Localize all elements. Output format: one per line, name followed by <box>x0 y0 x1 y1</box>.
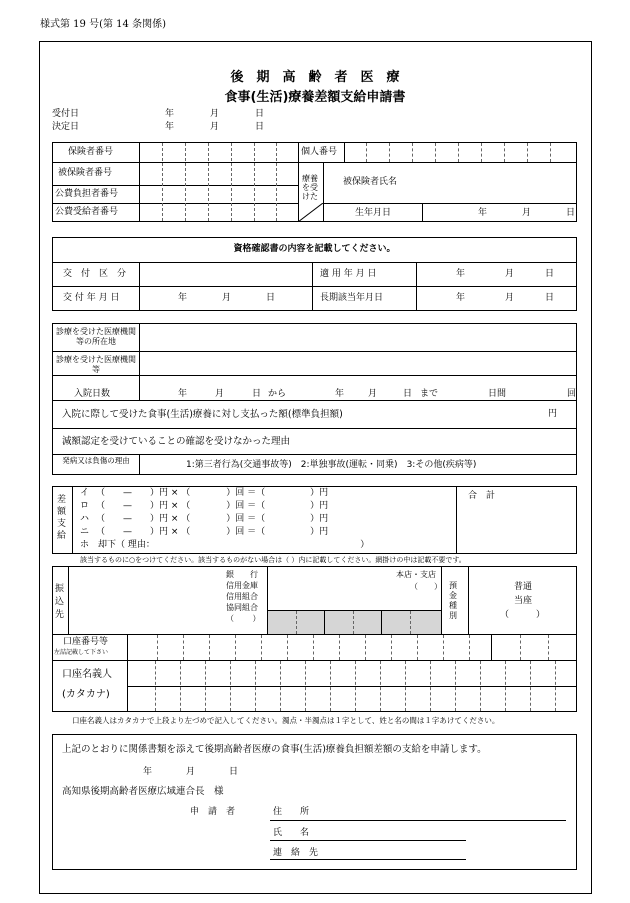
calc-row-text: （ — ）円 × （ ）回 ＝（ ）円 <box>96 488 329 498</box>
reject-row: ホ 却下（ 理由： ） <box>80 540 370 550</box>
insurer-number-label: 保険者番号 <box>68 147 114 157</box>
received-month: 月 <box>210 109 220 119</box>
birth-month: 月 <box>522 208 532 218</box>
onset-reason-label: 発病又は負傷の理由 <box>62 456 130 465</box>
account-number-label: 口座番号等 <box>63 637 109 647</box>
birth-date-label: 生年月日 <box>355 208 392 218</box>
title-line2: 食事(生活)療養差額支給申請書 <box>224 90 406 105</box>
calc-row-mark: ハ <box>80 514 90 524</box>
calc-row-text: （ — ）円 × （ ）回 ＝（ ）円 <box>96 501 329 511</box>
applicable-month: 月 <box>505 269 515 279</box>
bank-type-5: （ ） <box>226 614 261 623</box>
contact-label: 連 絡 先 <box>273 848 319 858</box>
hospital-name-label: 診療を受けた医療機関等 <box>56 355 136 374</box>
admit-day: 日 <box>252 389 262 399</box>
shaded-area <box>267 610 441 634</box>
decl-month: 月 <box>186 767 196 777</box>
declaration-text: 上記のとおりに関係書類を添えて後期高齢者医療の食事(生活)療養負担額差額の支給を申請します。 <box>62 744 487 755</box>
public-payer-label: 公費負担者番号 <box>55 189 119 199</box>
applicable-day: 日 <box>545 269 555 279</box>
personal-number-label: 個人番号 <box>301 147 338 157</box>
branch-types: 本店・支店 <box>396 570 436 579</box>
birth-day: 日 <box>566 208 576 218</box>
onset-reasons: 1:第三者行為(交通事故等) 2:単独事故(運転・同乗) 3:その他(疾病等) <box>186 460 477 470</box>
long-term-date-label: 長期該当年月日 <box>320 293 384 303</box>
public-recipient-label: 公費受給者番号 <box>55 207 119 217</box>
account-number-sub: 左詰記載して下さい <box>54 649 109 656</box>
transfer-label: 振込先 <box>55 584 65 620</box>
katakana-label: (カタカナ) <box>62 689 110 700</box>
received-label: 受付日 <box>52 109 80 119</box>
bank-type-1: 銀 行 <box>226 570 258 579</box>
from-label: から <box>268 389 287 399</box>
calc-row-text: （ — ）円 × （ ）回 ＝（ ）円 <box>96 527 329 537</box>
birth-year: 年 <box>478 208 488 218</box>
decl-year: 年 <box>143 767 153 777</box>
branch-paren: （ ） <box>410 582 442 591</box>
decided-year: 年 <box>165 122 175 132</box>
form-number: 様式第 19 号(第 14 条関係) <box>40 19 166 30</box>
issue-category-label: 交 付 区 分 <box>63 269 127 279</box>
deposit-type-3: （ ） <box>500 610 546 620</box>
account-holder-label: 口座名義人 <box>62 669 112 680</box>
long-term-year: 年 <box>456 293 466 303</box>
holder-note: 口座名義人はカタカナで上段より左づめで記入してください。濁点・半濁点は１字として、姓と名の間は１字あけてください。 <box>72 716 500 725</box>
long-term-day: 日 <box>545 293 555 303</box>
bank-type-2: 信用金庫 <box>226 581 258 590</box>
received-year: 年 <box>165 109 175 119</box>
calc-row-mark: ニ <box>80 527 90 537</box>
title-line1: 後 期 高 齢 者 医 療 <box>230 70 400 85</box>
calc-row-mark: ロ <box>80 501 90 511</box>
admit-year: 年 <box>178 389 188 399</box>
received-day: 日 <box>255 109 265 119</box>
admit-month: 月 <box>215 389 225 399</box>
reduction-reason-label: 減額認定を受けていることの確認を受けなかった理由 <box>62 436 291 447</box>
discharge-month: 月 <box>368 389 378 399</box>
decided-day: 日 <box>255 122 265 132</box>
deposit-type-2: 当座 <box>514 596 533 606</box>
decided-month: 月 <box>210 122 220 132</box>
until-label: まで <box>420 389 439 399</box>
issue-year: 年 <box>178 293 188 303</box>
paid-amount-yen: 円 <box>548 409 558 419</box>
applicable-date-label: 適 用 年 月 日 <box>320 269 377 279</box>
issue-date-label: 交 付 年 月 日 <box>63 293 120 303</box>
times-label: 回 <box>567 389 577 399</box>
name-label: 氏 名 <box>273 828 310 838</box>
total-label: 合 計 <box>468 491 496 501</box>
circle-note: 該当するものに○をつけてください。該当するものがない場合は（ ）内に記載してください。網掛けの中は記載不要です。 <box>80 556 466 564</box>
bank-type-3: 信用組合 <box>226 592 258 601</box>
calc-row-text: （ — ）円 × （ ）回 ＝（ ）円 <box>96 514 329 524</box>
admission-days-label: 入院日数 <box>74 389 111 399</box>
hospital-address-label: 診療を受けた医療機関等の所在地 <box>56 327 136 346</box>
applicant-label: 申 請 者 <box>190 807 236 817</box>
deposit-type-1: 普通 <box>514 582 533 592</box>
bank-type-4: 協同組合 <box>226 603 258 612</box>
applicable-year: 年 <box>456 269 466 279</box>
insured-name-label: 被保険者氏名 <box>343 177 398 187</box>
treated-person-label: 療養を受けた <box>302 174 318 201</box>
addressee: 高知県後期高齢者医療広域連合長 様 <box>62 786 224 797</box>
insured-number-label: 被保険者番号 <box>58 168 113 178</box>
issue-month: 月 <box>222 293 232 303</box>
bank-section <box>52 566 577 712</box>
decl-day: 日 <box>229 767 239 777</box>
days-label: 日間 <box>488 389 507 399</box>
issue-day: 日 <box>266 293 276 303</box>
discharge-year: 年 <box>335 389 345 399</box>
calc-row-mark: イ <box>80 488 90 498</box>
address-label: 住 所 <box>273 807 310 817</box>
decided-label: 決定日 <box>52 122 80 132</box>
diagonal-slash <box>298 203 323 222</box>
paid-amount-label: 入院に際して受けた食事(生活)療養に対し支払った額(標準負担額) <box>62 409 343 420</box>
deposit-type-label: 預金種別 <box>449 581 457 620</box>
difference-label: 差額支給 <box>57 495 67 541</box>
long-term-month: 月 <box>505 293 515 303</box>
discharge-day: 日 <box>403 389 413 399</box>
qualification-note: 資格確認書の内容を記載してください。 <box>233 244 396 254</box>
